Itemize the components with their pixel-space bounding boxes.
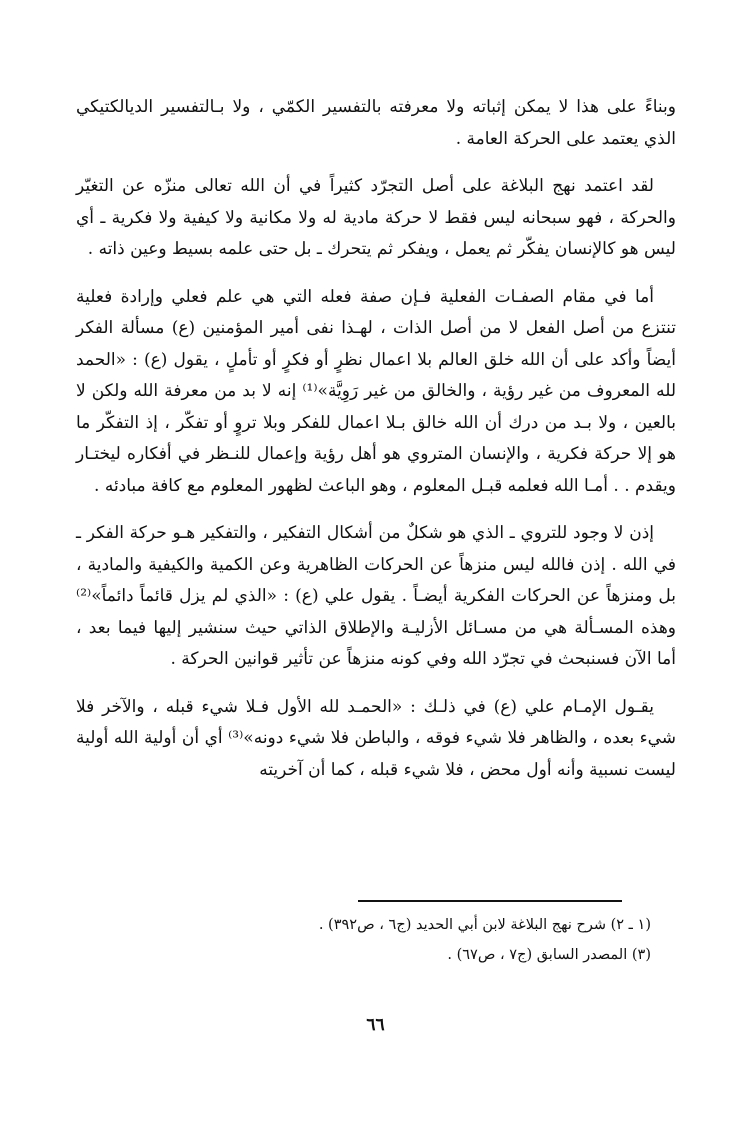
paragraph-5: يقـول الإمـام علي (ع) في ذلـك : «الحمـد لله الأول فـلا شيء قبله ، والآخر فلا شيء بعده ، والظاهر فلا شيء فوقه ، والباطن فلا شيء دونه»⁽³⁾ أي أن أولية الله أولية ليست نسبية وأنه أول محض ، فلا شيء قبله ، كما أن آخريته [76,696,676,780]
paragraph-2: لقد اعتمد نهج البلاغة على أصل التجرّد كثيراً في أن الله تعالى منزّه عن التغيّر والحركة ، فهو سبحانه ليس فقط لا حركة مادية له ولا مكانية ولا كيفية ولا فكرية ـ أي ليس هو كالإنسان يفكّر ثم يعمل ، ويفكر ثم يتحرك ـ بل حتى علمه بسيط وعين ذاته . [76,176,676,259]
footnotes [151,910,651,970]
footnote-3: (٣) المصدر السابق (ج٧ ، ص٦٧) . [447,947,651,963]
paragraph-1: وبناءً على هذا لا يمكن إثباته ولا معرفته بالتفسير الكمّي ، ولا بـالتفسير الديالكتيكي الذي يعتمد على الحركة العامة . [76,97,676,149]
page-number: ٦٦ [366,1015,385,1035]
page-body [76,92,676,802]
paragraph-4: إذن لا وجود للتروي ـ الذي هو شكلٌ من أشكال التفكير ، والتفكير هـو حركة الفكر ـ في الله . إذن فالله ليس منزهاً عن الحركات الظاهرية وعن الكمية والكيفية والمادية ، بل ومنزهاً عن الحركات الفكرية أيضـاً . يقول علي (ع) : «الذي لم يزل قائماً دائماً»⁽²⁾ وهذه المسـألة هي من مسـائل الأزليـة والإطلاق الذاتي حيث سنشير إليها فيما بعد ، أما الآن فسنبحث في تجرّد الله وفي كونه منزهاً عن تأثير قوانين الحركة . [76,523,676,669]
footnote-1-2: (١ ـ ٢) شرح نهج البلاغة لابن أبي الحديد (ج٦ ، ص٣٩٢) . [318,917,651,933]
paragraph-3: أما في مقام الصفـات الفعلية فـإن صفة فعله التي هي علم فعلي وإرادة فعلية تنتزع من أصل الفعل لا من أصل الذات ، لهـذا نفى أمير المؤمنين (ع) مسألة الفكر أيضاً وأكد على أن الله خلق العالم بلا اعمال نظرٍ أو فكرٍ أو تأملٍ ، يقول (ع) : «الحمد لله المعروف من غير رؤية ، والخالق من غير رَوِيَّة»⁽¹⁾ إنه لا بد من معرفة الله ولكن لا بالعين ، ولا بـد من درك أن الله خالق بـلا اعمال للفكر وبلا تروٍ أو تفكّر ، إذ التفكّر ما هو إلا حركة فكرية ، والإنسان المتروي هو أهل رؤية وإعمال للنـظر في أفكاره ليختـار ويقدم . . أمـا الله فعلمه قبـل المعلوم ، وهو الباعث لظهور المعلوم مع كافة مبادئه . [76,286,677,496]
footnote-divider [358,900,622,902]
